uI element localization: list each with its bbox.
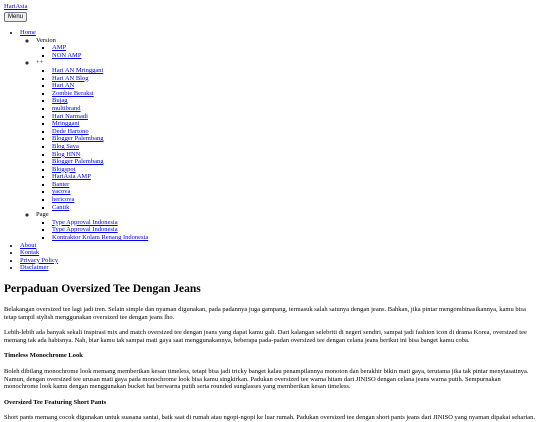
article-paragraph: Belakangan oversized tee lagi jadi tren. Selain simple dan nyaman digunakan, pada padannya juga gampang, termasuk salah satunya dengan jeans. Bahkan, jika pintar mengombinasikannya, kamu bisa tetap tampil stylish menggunakan oversized tee dengan jeans lho. — [4, 306, 526, 321]
nav-item-page — [36, 211, 536, 241]
more-item — [52, 166, 536, 174]
site-logo: HariAsia — [4, 3, 28, 10]
nav-label-version: Version — [36, 36, 56, 44]
more-item — [52, 75, 536, 83]
page-submenu — [36, 219, 536, 242]
page-item — [52, 234, 536, 242]
version-item — [52, 44, 536, 52]
more-item — [52, 196, 536, 204]
more-link[interactable]: yacova — [52, 188, 71, 196]
more-link[interactable]: Bujag — [52, 97, 68, 105]
article-title: Perpaduan Oversized Tee Dengan Jeans — [4, 283, 201, 295]
section-heading: Timeless Monochrome Look — [4, 352, 83, 360]
more-link[interactable]: Cantik — [52, 203, 70, 211]
more-link[interactable]: Blogspot — [52, 165, 76, 173]
more-link[interactable]: Hari AN Blog — [52, 74, 89, 82]
more-item — [52, 90, 536, 98]
more-link[interactable]: Hari Narmadi — [52, 112, 88, 120]
page-link[interactable]: Kontraktor Kolam Renang Indonesia — [52, 234, 149, 242]
more-item — [52, 67, 536, 75]
nav-item-disclaimer — [20, 264, 536, 272]
more-item — [52, 188, 536, 196]
nav-item-home — [20, 29, 536, 242]
nav-link-about[interactable]: About — [20, 241, 37, 249]
more-link[interactable]: HariAsia AMP — [52, 173, 91, 181]
more-item — [52, 204, 536, 212]
more-link[interactable]: Mringgani — [52, 120, 80, 128]
nav-item-privacy — [20, 257, 536, 265]
more-item — [52, 105, 536, 113]
more-item — [52, 113, 536, 121]
article-paragraph: Boleh dibilang monochrome look memang memberikan kesan timeless, tetapi bisa jadi tricky banget kalau penampilannya monoton dan berakhir bikin mati gaya, terutama jika tak pintar menyiasatinya. Namun, dengan oversized tee urusan mati gaya pada monochrome look bisa kamu singkirkan. Padukan oversized tee warna hitam dari JINISO dengan celana jeans warna putih. Sempurnakan monochrome look kamu dengan menggunakan bucket hat berwarna putih serta rounded sunglasses yang memberikan kesan timeless. — [4, 367, 529, 391]
more-link[interactable]: hericova — [52, 196, 75, 204]
nav-link-kontak[interactable]: Kontak — [20, 249, 40, 257]
more-link[interactable]: Hari AN Mringgani — [52, 66, 104, 74]
version-item — [52, 52, 536, 60]
nav-label-more: ++ — [36, 59, 44, 67]
more-item — [52, 143, 536, 151]
page-link[interactable]: Type Approval Indonesia — [52, 218, 118, 226]
more-link[interactable]: Banter — [52, 180, 70, 188]
nav-item-version — [36, 37, 536, 60]
article-paragraph: Short pants memang cocok digunakan untuk suasana santai, baik saat di rumah atau ngopi-ngopi ke luar rumah. Padukan oversized tee dengan short pants jeans dari JINISO yang nyaman dipakai seharian. — [4, 414, 536, 422]
nav-item-kontak — [20, 249, 536, 257]
page-item — [52, 226, 536, 234]
nav-link-amp[interactable]: AMP — [52, 44, 67, 52]
more-link[interactable]: Blogger Palembang — [52, 158, 104, 166]
more-item — [52, 82, 536, 90]
more-link[interactable]: Zombie Beraksi — [52, 89, 94, 97]
section-heading: Oversized Tee Featuring Short Pants — [4, 398, 107, 406]
main-nav — [4, 29, 536, 272]
more-link[interactable]: multibrand — [52, 104, 81, 112]
more-item — [52, 128, 536, 136]
more-item — [52, 135, 536, 143]
more-link[interactable]: Blog HNN — [52, 150, 81, 158]
more-item — [52, 120, 536, 128]
page-link[interactable]: Type Approval Indonesia — [52, 226, 118, 234]
article-paragraph: Lebih-lebih ada banyak sekali inspirasi mix and match oversized tee dengan jeans yang dapat kamu gali. Dari kalangan selebriti di negeri sendiri, sampai jadi fashion icon di drama Korea, oversized tee memang tak ada habisnya. Nah, biar kamu tak sampai mati gaya saat menggunakannya, beberapa pada-padan oversized tee dengan celana jeans berikut ini bisa banget kamu coba. — [4, 329, 527, 344]
more-link[interactable]: Blog Saya — [52, 142, 79, 150]
more-item — [52, 151, 536, 159]
more-link[interactable]: Dede Hartono — [52, 127, 89, 135]
page-item — [52, 219, 536, 227]
more-item — [52, 173, 536, 181]
more-link[interactable]: Blogger Palembang — [52, 135, 104, 143]
nav-item-more — [36, 59, 536, 211]
nav-item-about — [20, 242, 536, 250]
nav-link-disclaimer[interactable]: Disclaimer — [20, 264, 49, 272]
more-item — [52, 158, 536, 166]
version-submenu — [36, 44, 536, 59]
nav-link-home[interactable]: Home — [20, 29, 36, 36]
more-link[interactable]: Hari AN — [52, 82, 75, 90]
more-item — [52, 181, 536, 189]
nav-label-page: Page — [36, 211, 49, 219]
home-submenu — [20, 37, 536, 242]
nav-link-privacy-policy[interactable]: Privacy Policy — [20, 256, 59, 264]
nav-link-non-amp[interactable]: NON AMP — [52, 51, 82, 59]
more-item — [52, 97, 536, 105]
site-logo-link[interactable] — [4, 3, 536, 10]
menu-button[interactable]: Menu — [4, 12, 27, 22]
more-submenu — [36, 67, 536, 211]
